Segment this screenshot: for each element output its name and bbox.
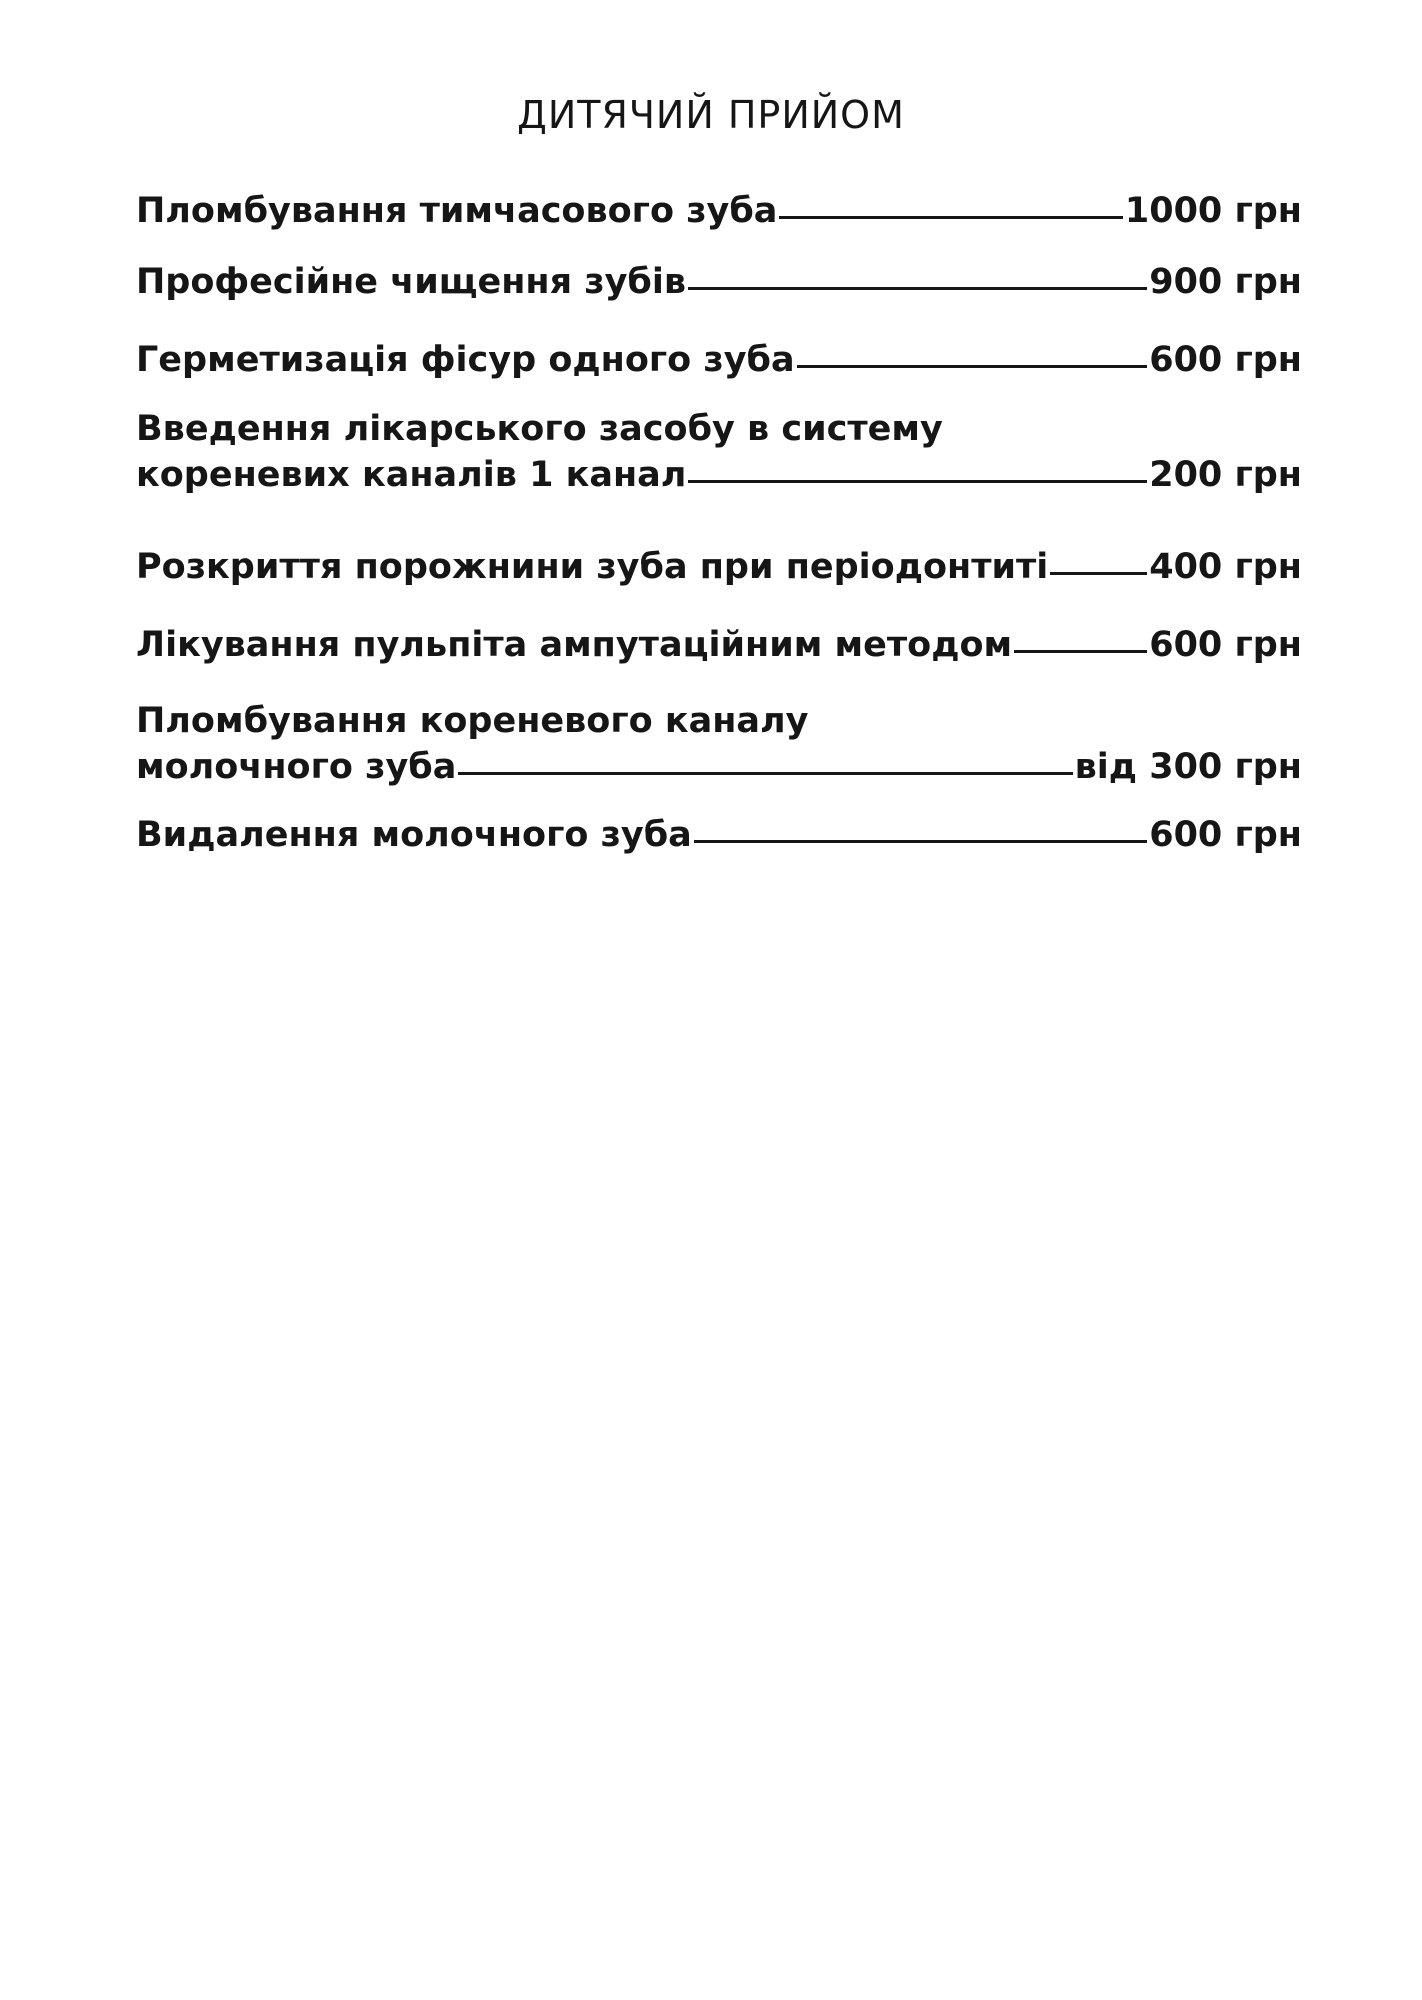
dotted-leader xyxy=(797,365,1148,368)
price-list-item xyxy=(136,698,1302,790)
service-name: Герметизація фісур одного зуба xyxy=(136,340,795,380)
service-name: Лікування пульпіта ампутаційним методом xyxy=(136,625,1013,665)
dotted-leader xyxy=(1014,650,1147,653)
service-price: 600 грн xyxy=(1149,625,1302,665)
service-name: Пломбування тимчасового зуба xyxy=(136,191,778,231)
dotted-leader xyxy=(688,287,1147,290)
price-list-item xyxy=(136,544,1302,590)
dotted-leader xyxy=(779,216,1122,219)
service-name-line-1: Введення лікарського засобу в систему xyxy=(136,409,943,449)
dotted-leader xyxy=(694,840,1147,843)
dotted-leader xyxy=(688,480,1147,483)
price-list-item xyxy=(136,337,1302,383)
price-list-item xyxy=(136,259,1302,305)
service-price: 900 грн xyxy=(1149,262,1302,302)
service-name-line-2: кореневих каналів 1 канал xyxy=(136,455,687,495)
service-name: Видалення молочного зуба xyxy=(136,815,692,855)
dotted-leader xyxy=(458,772,1072,775)
service-price: від 300 грн xyxy=(1074,747,1302,787)
service-name: Професійне чищення зубів xyxy=(136,262,686,302)
service-price: 600 грн xyxy=(1149,815,1302,855)
price-list-item xyxy=(136,622,1302,668)
service-price: 600 грн xyxy=(1149,340,1302,380)
service-name-line-1: Пломбування кореневого каналу xyxy=(136,701,809,741)
page-title: ДИТЯЧИЙ ПРИЙОМ xyxy=(517,93,905,137)
dotted-leader xyxy=(1050,572,1147,575)
service-price: 200 грн xyxy=(1149,455,1302,495)
price-list-item xyxy=(136,188,1302,234)
service-name-line-2: молочного зуба xyxy=(136,747,457,787)
service-name: Розкриття порожнини зуба при періодонтиті xyxy=(136,547,1049,587)
price-list-item xyxy=(136,812,1302,858)
service-price: 400 грн xyxy=(1149,547,1302,587)
service-price: 1000 грн xyxy=(1124,191,1302,231)
price-list-item xyxy=(136,406,1302,498)
